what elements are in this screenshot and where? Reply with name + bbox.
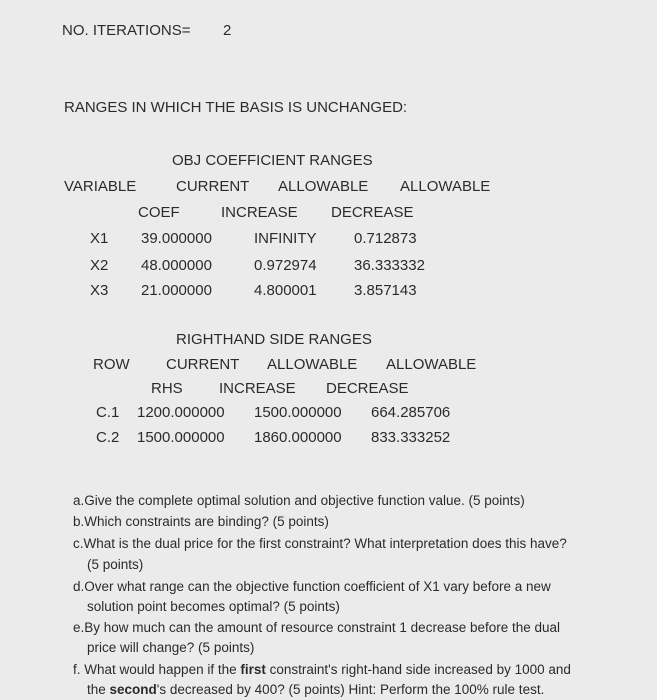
obj-header-variable: VARIABLE (64, 178, 137, 195)
question-f-line2-post: 's decreased by 400? (5 points) Hint: Perform the 100% rule test. (156, 682, 545, 697)
question-e-line2: price will change? (5 points) (87, 640, 255, 655)
obj-row-x3-variable: X3 (90, 282, 109, 299)
obj-row-x3-increase: 4.800001 (254, 282, 317, 299)
question-a: a.Give the complete optimal solution and objective function value. (5 points) (73, 493, 525, 508)
rhs-row-c2-increase: 1860.000000 (254, 429, 342, 446)
obj-row-x1-current: 39.000000 (141, 230, 212, 247)
question-f-line2 (87, 682, 544, 697)
rhs-row-c1-name: C.1 (96, 404, 120, 421)
rhs-header-allowable-1: ALLOWABLE (267, 356, 358, 373)
rhs-row-c2-decrease: 833.333252 (371, 429, 451, 446)
question-f-line2-bold: second (109, 682, 157, 697)
question-f-line1 (73, 662, 571, 677)
question-d-line2: solution point becomes optimal? (5 points) (87, 599, 340, 614)
obj-row-x3-current: 21.000000 (141, 282, 212, 299)
ranges-title: RANGES IN WHICH THE BASIS IS UNCHANGED: (64, 99, 408, 116)
obj-header-coef: COEF (138, 204, 180, 221)
obj-table-title: OBJ COEFFICIENT RANGES (172, 152, 373, 169)
rhs-row-c2-name: C.2 (96, 429, 120, 446)
question-f-line2-pre: the (87, 682, 110, 697)
rhs-table-title: RIGHTHAND SIDE RANGES (176, 331, 372, 348)
question-d-line1: d.Over what range can the objective function coefficient of X1 vary before a new (73, 579, 551, 594)
rhs-header-row: ROW (93, 356, 130, 373)
rhs-row-c1-increase: 1500.000000 (254, 404, 342, 421)
obj-row-x3-decrease: 3.857143 (354, 282, 417, 299)
question-b: b.Which constraints are binding? (5 points) (73, 514, 329, 529)
rhs-header-current: CURRENT (166, 356, 240, 373)
question-f-line1-post: constraint's right-hand side increased by 1000 and (265, 662, 571, 677)
question-c-line2: (5 points) (87, 557, 144, 572)
obj-row-x2-current: 48.000000 (141, 257, 212, 274)
obj-header-decrease: DECREASE (331, 204, 414, 221)
rhs-header-decrease: DECREASE (326, 380, 409, 397)
obj-row-x2-increase: 0.972974 (254, 257, 317, 274)
rhs-row-c2-current: 1500.000000 (137, 429, 225, 446)
rhs-row-c1-current: 1200.000000 (137, 404, 225, 421)
question-e-line1: e.By how much can the amount of resource constraint 1 decrease before the dual (73, 620, 561, 635)
obj-header-increase: INCREASE (221, 204, 298, 221)
question-f-line1-pre: f. What would happen if the (73, 662, 241, 677)
question-f-line1-bold: first (240, 662, 266, 677)
obj-row-x2-variable: X2 (90, 257, 109, 274)
obj-row-x1-decrease: 0.712873 (354, 230, 417, 247)
iterations-label: NO. ITERATIONS= (62, 22, 191, 39)
question-c-line1: c.What is the dual price for the first constraint? What interpretation does this have? (73, 536, 567, 551)
obj-header-current: CURRENT (176, 178, 250, 195)
rhs-header-rhs: RHS (151, 380, 183, 397)
obj-row-x2-decrease: 36.333332 (354, 257, 425, 274)
obj-header-allowable-2: ALLOWABLE (400, 178, 491, 195)
rhs-header-increase: INCREASE (219, 380, 296, 397)
iterations-value: 2 (223, 22, 232, 39)
rhs-header-allowable-2: ALLOWABLE (386, 356, 477, 373)
obj-row-x1-variable: X1 (90, 230, 109, 247)
obj-header-allowable-1: ALLOWABLE (278, 178, 369, 195)
obj-row-x1-increase: INFINITY (254, 230, 317, 247)
rhs-row-c1-decrease: 664.285706 (371, 404, 451, 421)
